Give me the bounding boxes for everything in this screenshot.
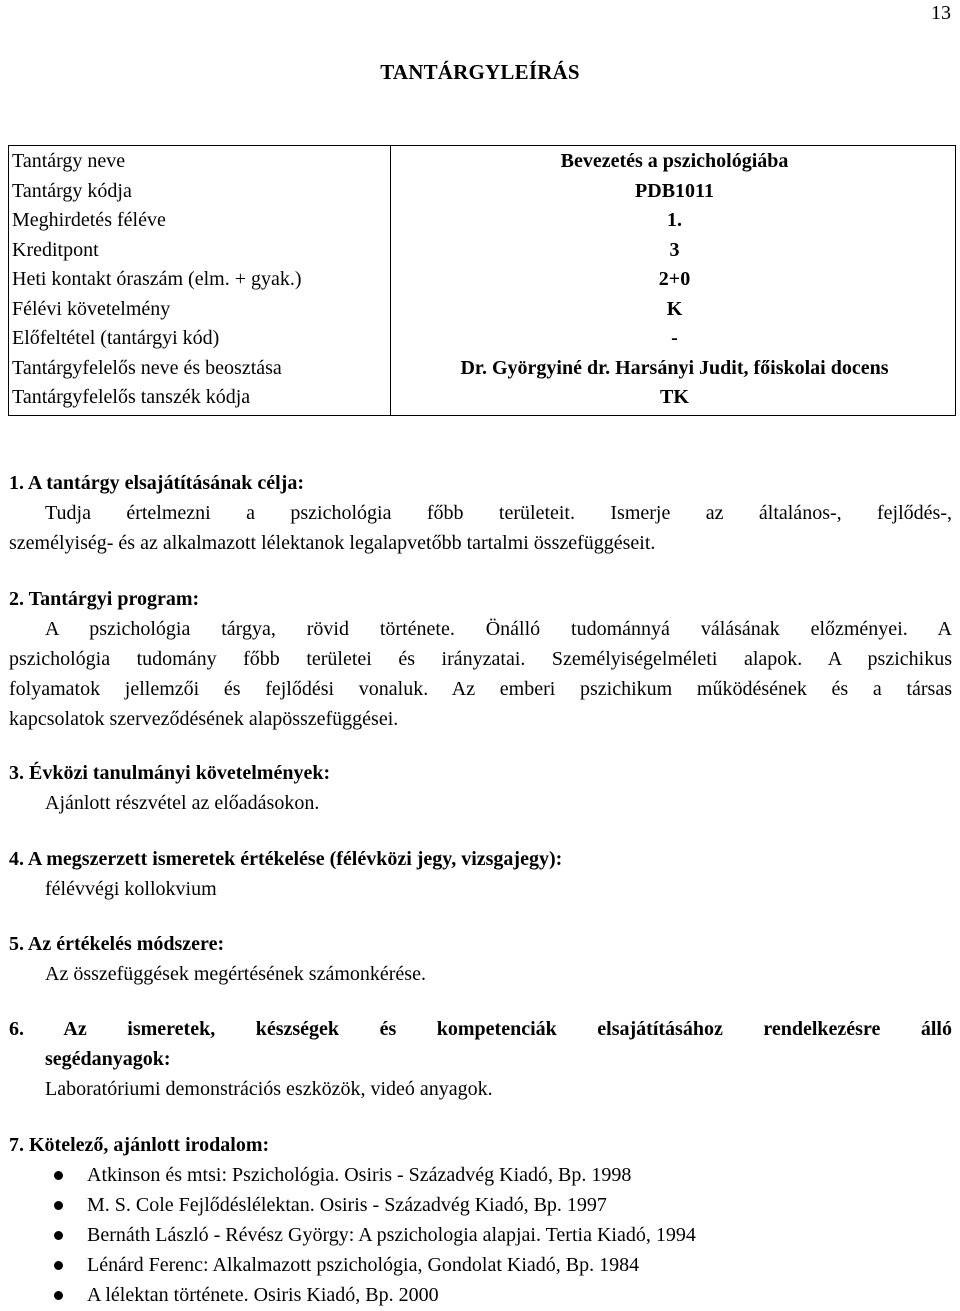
info-value: 2+0	[658, 268, 691, 290]
page-number: 13	[931, 2, 951, 24]
section-goal-heading	[9, 468, 952, 498]
section-materials-body: Laboratóriumi demonstrációs eszközök, videó anyagok.	[45, 1078, 493, 1100]
info-label: Meghirdetés féléve	[9, 206, 391, 236]
table-row	[9, 236, 956, 266]
section-number: 3.	[9, 762, 24, 784]
reference-text: A lélektan története. Osiris Kiadó, Bp. 2000	[87, 1284, 439, 1306]
reference-text: Atkinson és mtsi: Pszichológia. Osiris - Századvég Kiadó, Bp. 1998	[87, 1164, 632, 1186]
course-info-table	[8, 145, 956, 416]
reference-text: M. S. Cole Fejlődéslélektan. Osiris - Századvég Kiadó, Bp. 1997	[87, 1194, 607, 1216]
section-program	[9, 584, 952, 734]
bullet-icon	[54, 1261, 63, 1270]
section-title: Az ismeretek, készségek és kompetenciák elsajátításához rendelkezésre álló	[63, 1018, 952, 1040]
info-label: Tantárgy neve	[9, 146, 391, 177]
table-row	[9, 177, 956, 207]
info-value: TK	[660, 386, 689, 408]
table-row	[9, 206, 956, 236]
info-label: Tantárgyfelelős tanszék kódja	[9, 383, 391, 415]
bullet-icon	[54, 1231, 63, 1240]
section-number: 5.	[9, 933, 24, 955]
section-literature-heading	[9, 1130, 952, 1160]
section-goal-line-2: személyiség- és az alkalmazott lélektanok legalapvetőbb tartalmi összefüggéseit.	[9, 532, 656, 554]
table-row	[9, 383, 956, 415]
info-label: Heti kontakt óraszám (elm. + gyak.)	[9, 265, 391, 295]
section-evaluation	[9, 844, 952, 904]
table-row	[9, 146, 956, 177]
section-requirements-body: Ajánlott részvétel az előadásokon.	[45, 792, 320, 814]
document-title: TANTÁRGYLEÍRÁS	[380, 60, 580, 84]
info-value: 3	[669, 238, 680, 261]
info-label: Tantárgyfelelős neve és beosztása	[9, 354, 391, 384]
table-row	[9, 354, 956, 384]
section-program-line-4: kapcsolatok szerveződésének alapösszefüggései.	[9, 708, 399, 730]
section-method	[9, 929, 952, 989]
list-item	[9, 1250, 952, 1280]
list-item	[9, 1160, 952, 1190]
section-title: A tantárgy elsajátításának célja:	[27, 472, 304, 494]
section-number: 4.	[9, 848, 24, 870]
section-program-line-3: folyamatok jellemzői és fejlődési vonaluk. Az emberi pszichikum működésének és a társas	[9, 678, 952, 700]
bullet-icon	[54, 1201, 63, 1210]
table-row	[9, 295, 956, 325]
section-goal-line-1: Tudja értelmezni a pszichológia főbb területeit. Ismerje az általános-, fejlődés-,	[45, 502, 952, 524]
list-item	[9, 1220, 952, 1250]
info-value: Bevezetés a pszichológiába	[560, 150, 789, 172]
reference-text: Bernáth László - Révész György: A pszichologia alapjai. Tertia Kiadó, 1994	[87, 1224, 696, 1246]
section-title: Kötelező, ajánlott irodalom:	[29, 1134, 270, 1156]
section-program-heading	[9, 584, 952, 614]
info-value: Dr. Györgyiné dr. Harsányi Judit, főiskolai docens	[460, 356, 889, 379]
info-value: PDB1011	[635, 179, 714, 202]
section-evaluation-body: félévvégi kollokvium	[45, 878, 217, 900]
reference-text: Lénárd Ferenc: Alkalmazott pszichológia, Gondolat Kiadó, Bp. 1984	[87, 1254, 640, 1276]
section-program-line-2: pszichológia tudomány főbb területei és irányzatai. Személyiségelméleti alapok. A pszichikus	[9, 648, 952, 670]
info-label: Előfeltétel (tantárgyi kód)	[9, 324, 391, 354]
info-label: Tantárgy kódja	[9, 177, 391, 207]
list-item	[9, 1190, 952, 1220]
section-number: 7.	[9, 1134, 24, 1156]
literature-list	[9, 1160, 952, 1310]
section-number: 1.	[9, 472, 24, 494]
section-number: 6.	[9, 1018, 24, 1040]
section-goal	[9, 468, 952, 558]
section-number: 2.	[9, 588, 24, 610]
bullet-icon	[54, 1171, 63, 1180]
section-program-line-1: A pszichológia tárgya, rövid története. Önálló tudománnyá válásának előzményei. A	[45, 618, 952, 640]
section-title: Évközi tanulmányi követelmények:	[29, 762, 331, 784]
section-materials-heading-2: segédanyagok:	[45, 1048, 171, 1070]
info-value: K	[666, 297, 683, 320]
section-title: Tantárgyi program:	[28, 588, 200, 610]
info-value: 1.	[667, 209, 682, 231]
table-row	[9, 265, 956, 295]
section-materials-heading	[9, 1014, 952, 1044]
section-title: Az értékelés módszere:	[27, 933, 225, 955]
section-evaluation-heading	[9, 844, 952, 874]
section-materials	[9, 1014, 952, 1104]
info-label: Félévi követelmény	[9, 295, 391, 325]
list-item	[9, 1280, 952, 1310]
info-value: -	[671, 327, 678, 349]
section-title: A megszerzett ismeretek értékelése (félévközi jegy, vizsgajegy):	[27, 848, 563, 870]
section-requirements-heading	[9, 758, 952, 788]
section-method-heading	[9, 929, 952, 959]
section-literature	[9, 1130, 952, 1310]
bullet-icon	[54, 1291, 63, 1300]
info-label: Kreditpont	[9, 236, 391, 266]
section-method-body: Az összefüggések megértésének számonkérése.	[45, 963, 426, 985]
section-requirements	[9, 758, 952, 818]
table-row	[9, 324, 956, 354]
